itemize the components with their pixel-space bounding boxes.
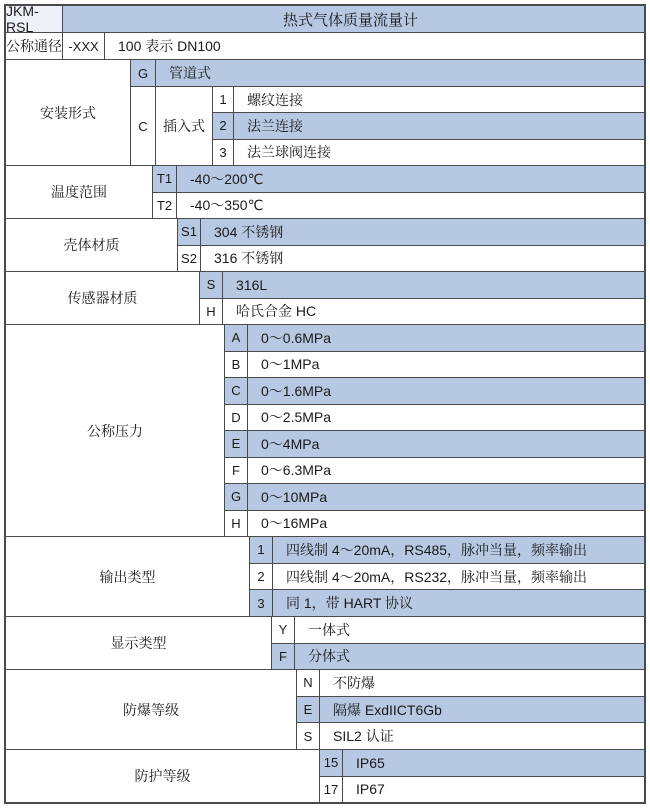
table-row — [153, 193, 644, 219]
option-value: 隔爆 ExdIICT6Gb — [333, 701, 442, 718]
option-value: 四线制 4～20mA，RS485，脉冲当量，频率输出 — [286, 541, 588, 558]
section-install — [6, 60, 644, 166]
section-pressure — [6, 325, 644, 537]
table-row — [272, 644, 644, 670]
option-value: -40～200℃ — [190, 170, 264, 187]
option-value: 同 1，带 HART 协议 — [286, 595, 414, 612]
option-code: S2 — [178, 246, 201, 272]
option-code: F — [272, 644, 295, 670]
table-row — [225, 484, 644, 511]
table-row — [320, 750, 644, 777]
option-code: 2 — [250, 564, 273, 590]
option-value: 法兰球阀连接 — [247, 144, 331, 161]
option-value: IP67 — [356, 781, 385, 798]
table-row — [225, 325, 644, 352]
table-row — [272, 617, 644, 644]
option-value: 分体式 — [308, 648, 350, 665]
option-code: A — [225, 325, 248, 351]
table-row — [131, 60, 644, 87]
table-row — [153, 166, 644, 193]
option-code: 3 — [213, 140, 234, 165]
option-code: 1 — [250, 537, 273, 563]
table-row — [225, 431, 644, 458]
table-row — [297, 697, 644, 724]
option-code: H — [200, 299, 223, 325]
option-value: 0～6.3MPa — [261, 462, 332, 479]
option-code: S — [297, 723, 320, 749]
table-row — [225, 378, 644, 405]
option-code: Y — [272, 617, 295, 643]
table-row — [213, 87, 644, 113]
option-code: C — [131, 87, 156, 165]
option-value: 一体式 — [308, 621, 350, 638]
option-code: 2 — [213, 113, 234, 138]
section-output-type — [6, 537, 644, 617]
option-value: 法兰连接 — [247, 117, 303, 134]
option-value: 管道式 — [169, 65, 211, 81]
section-label: 壳体材质 — [6, 219, 178, 271]
section-display-type — [6, 617, 644, 670]
section-label: 显示类型 — [6, 617, 272, 669]
option-value: 304 不锈钢 — [214, 223, 284, 240]
section-label: 防爆等级 — [6, 670, 297, 749]
table-row — [213, 113, 644, 139]
section-sensor-material — [6, 272, 644, 325]
section-label: 输出类型 — [6, 537, 250, 616]
option-code: 17 — [320, 777, 343, 803]
option-code: T2 — [153, 193, 177, 219]
table-row — [250, 537, 644, 564]
option-value: 0～4MPa — [261, 435, 320, 452]
option-value: -40～350℃ — [190, 197, 264, 214]
option-value: 四线制 4～20mA，RS232，脉冲当量，频率输出 — [286, 568, 588, 585]
option-code: E — [297, 697, 320, 723]
option-value: 316L — [236, 276, 268, 293]
table-row — [213, 140, 644, 165]
option-code: S — [200, 272, 223, 298]
section-label: 公称通径 — [6, 33, 63, 59]
ordering-code-table — [4, 4, 646, 804]
option-code: 3 — [250, 590, 273, 616]
section-protection — [6, 750, 644, 802]
option-value: 0～1.6MPa — [261, 382, 332, 399]
table-row — [200, 299, 644, 325]
option-value: 0～10MPa — [261, 488, 328, 505]
option-code: H — [225, 511, 248, 537]
option-value: 0～1MPa — [261, 356, 320, 373]
option-code: G — [131, 60, 156, 86]
product-title: 热式气体质量流量计 — [63, 6, 644, 32]
section-explosion-proof — [6, 670, 644, 750]
section-label: 公称压力 — [6, 325, 225, 536]
section-label: 防护等级 — [6, 750, 320, 802]
table-row — [250, 590, 644, 616]
table-row — [6, 33, 644, 60]
table-row — [225, 511, 644, 537]
insert-name: 插入式 — [156, 87, 213, 165]
option-code: S1 — [178, 219, 201, 245]
option-value: SIL2 认证 — [333, 728, 394, 745]
section-temperature — [6, 166, 644, 219]
option-value: 316 不锈钢 — [214, 250, 284, 267]
table-row — [178, 246, 644, 272]
insert-block — [131, 87, 644, 165]
model-code: JKM-RSL — [6, 6, 63, 32]
section-housing-material — [6, 219, 644, 272]
option-code: G — [225, 484, 248, 510]
option-code: D — [225, 405, 248, 431]
option-code: T1 — [153, 166, 177, 192]
option-value: 螺纹连接 — [247, 91, 303, 108]
table-row — [225, 405, 644, 432]
option-code: E — [225, 431, 248, 457]
option-code: B — [225, 352, 248, 378]
table-row — [320, 777, 644, 803]
option-code: 1 — [213, 87, 234, 112]
table-row — [225, 458, 644, 485]
table-row — [6, 3, 644, 35]
option-code: -XXX — [63, 33, 105, 59]
table-row — [250, 564, 644, 591]
option-value: 0～16MPa — [261, 515, 328, 532]
table-row — [200, 272, 644, 299]
option-code: N — [297, 670, 320, 696]
table-row — [297, 723, 644, 749]
option-value: 0～0.6MPa — [261, 329, 332, 346]
option-code: 15 — [320, 750, 343, 776]
table-row — [297, 670, 644, 697]
section-label: 安装形式 — [6, 60, 131, 165]
section-label: 传感器材质 — [6, 272, 200, 324]
option-code: C — [225, 378, 248, 404]
option-value: 100 表示 DN100 — [118, 38, 221, 54]
table-row — [178, 219, 644, 246]
option-value: 0～2.5MPa — [261, 409, 332, 426]
option-value: IP65 — [356, 754, 385, 771]
table-row — [225, 352, 644, 379]
option-value: 不防爆 — [333, 674, 375, 691]
option-value: 哈氏合金 HC — [236, 303, 317, 320]
option-code: F — [225, 458, 248, 484]
section-label: 温度范围 — [6, 166, 153, 218]
